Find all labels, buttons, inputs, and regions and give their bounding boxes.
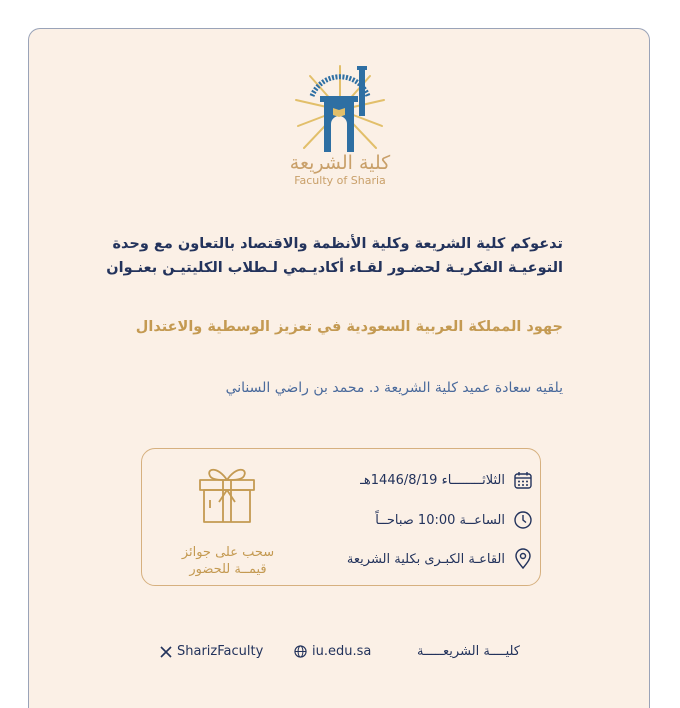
x-handle: SharizFaculty xyxy=(177,644,264,659)
x-logo-icon xyxy=(160,646,172,658)
location-pin-icon xyxy=(513,548,533,570)
speaker-line: يلقيه سعادة عميد كلية الشريعة د. محمد بن راضي السناني xyxy=(225,380,563,396)
time-text: الساعــة 10:00 صباحــاً xyxy=(375,512,505,528)
prize-text-line-1: سحب على جوائز xyxy=(181,545,275,560)
calendar-icon xyxy=(513,470,533,490)
footer-faculty-name: كليــــة الشريعـــــة xyxy=(417,644,520,659)
globe-icon xyxy=(294,645,307,658)
prize-text-line-2: قيمــة للحضور xyxy=(189,562,267,577)
invitation-text-line-2: التوعيـة الفكريـة لحضـور لقـاء أكاديـمي لـطلاب الكليتيـن بعنـوان xyxy=(106,260,563,276)
logo-arabic-name: كلية الشريعة xyxy=(289,152,391,174)
faculty-logo xyxy=(290,62,390,162)
gift-icon xyxy=(196,462,258,526)
logo-english-name: Faculty of Sharia xyxy=(294,174,386,187)
clock-icon xyxy=(513,510,533,530)
invitation-text-line-1: تدعوكم كلية الشريعة وكلية الأنظمة والاقتصاد بالتعاون مع وحدة xyxy=(112,236,563,252)
location-text: القاعـة الكبـرى بكلية الشريعة xyxy=(346,551,505,567)
website-text: iu.edu.sa xyxy=(312,644,372,659)
event-title: جهود المملكة العربية السعودية في تعزيز الوسطية والاعتدال xyxy=(135,319,563,335)
date-text: الثلاثــــــــاء 1446/8/19هـ xyxy=(360,472,505,488)
time-row xyxy=(375,510,533,530)
location-row xyxy=(347,548,533,570)
website-link[interactable] xyxy=(294,644,371,659)
x-account-link[interactable] xyxy=(160,644,263,659)
date-row xyxy=(360,470,533,490)
